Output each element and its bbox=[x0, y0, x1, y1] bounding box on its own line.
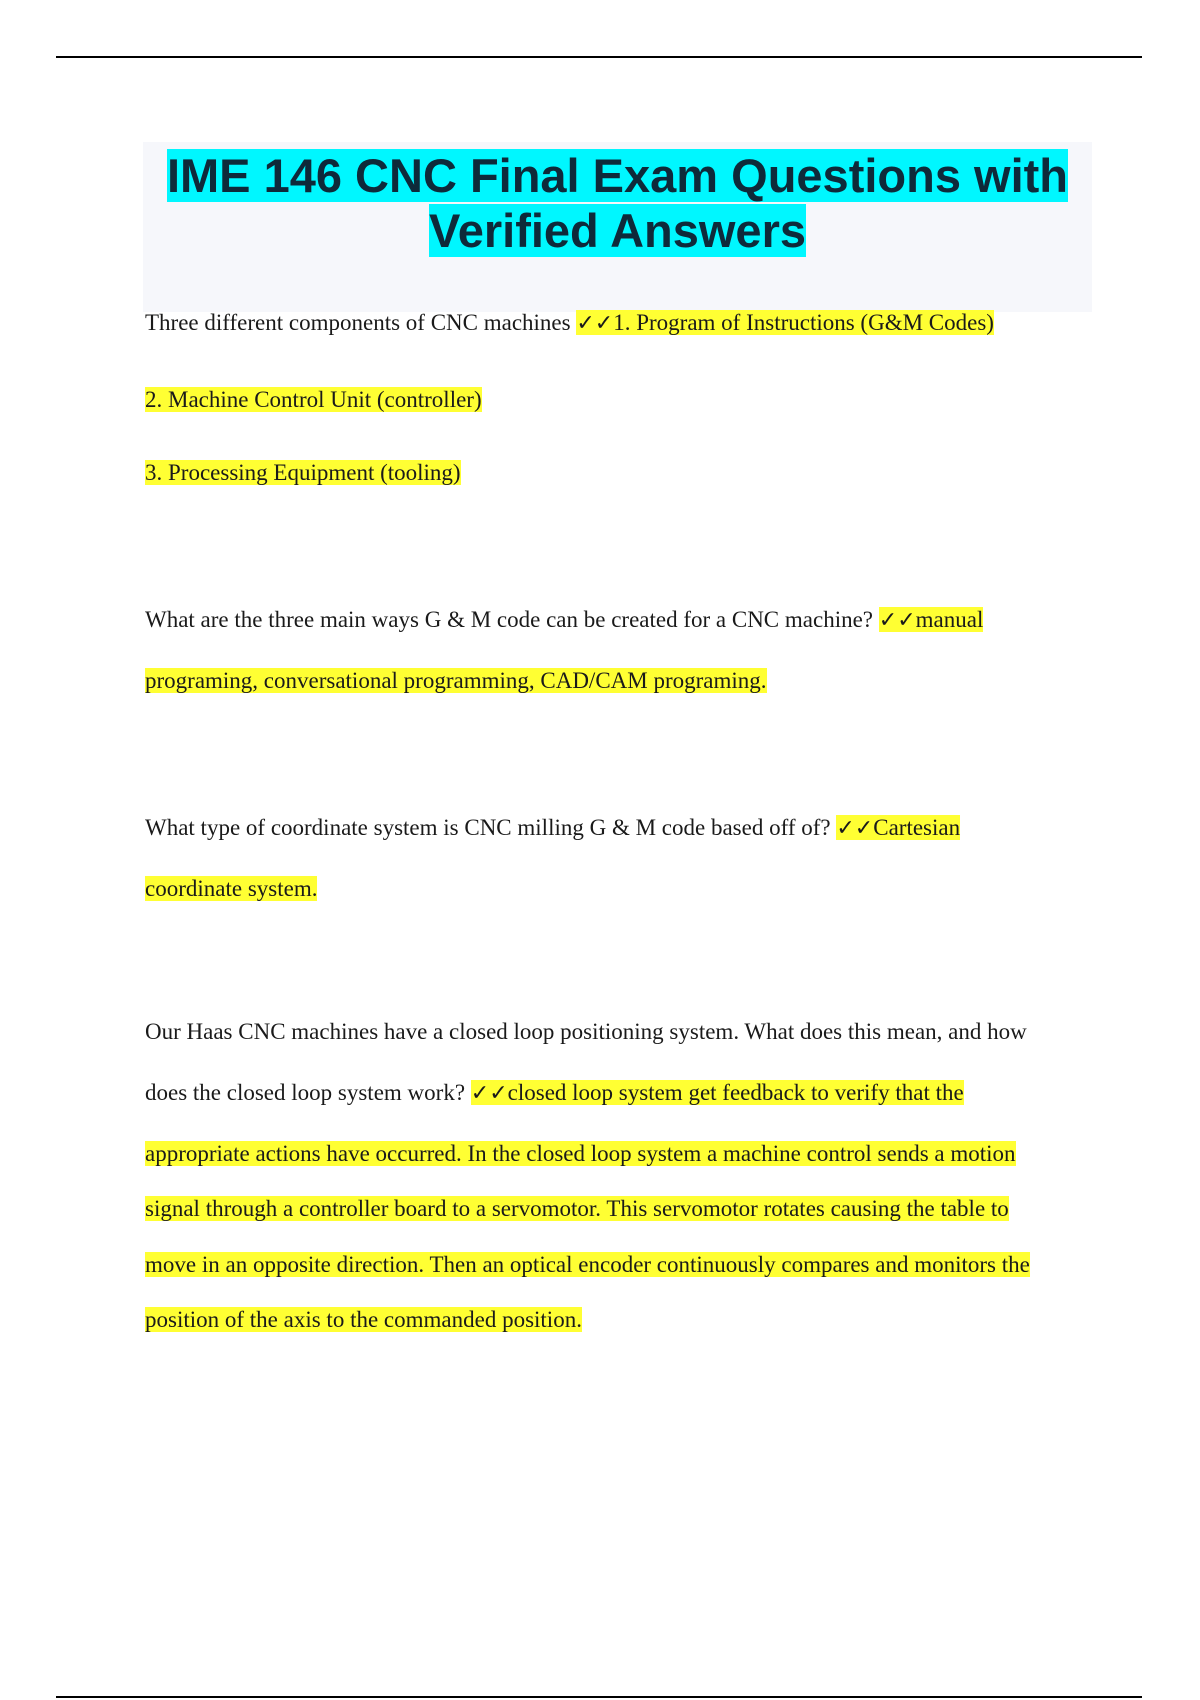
qa-1-line-2 bbox=[145, 385, 482, 415]
qa-4-answer-2: appropriate actions have occurred. In the closed loop system a machine control sends a motion bbox=[145, 1141, 1016, 1166]
qa-1-answer-2: 2. Machine Control Unit (controller) bbox=[145, 387, 482, 412]
page-title bbox=[143, 148, 1092, 258]
qa-1-question: Three different components of CNC machines bbox=[145, 310, 571, 335]
qa-4-question-1: Our Haas CNC machines have a closed loop positioning system. What does this mean, and how bbox=[145, 1019, 1027, 1044]
qa-4-answer-4: move in an opposite direction. Then an optical encoder continuously compares and monitors the bbox=[145, 1252, 1030, 1277]
qa-4-answer-5: position of the axis to the commanded position. bbox=[145, 1307, 582, 1332]
qa-2-line-2 bbox=[145, 666, 767, 696]
qa-1-line-3 bbox=[145, 458, 461, 488]
qa-3-answer-1: Cartesian bbox=[873, 815, 961, 840]
qa-2-answer-1: manual bbox=[915, 607, 984, 632]
qa-3-line-2 bbox=[145, 874, 317, 904]
qa-3-line-1 bbox=[145, 813, 960, 844]
qa-4-line-2 bbox=[145, 1078, 964, 1109]
check-icon: ✓✓ bbox=[576, 311, 614, 336]
qa-4-question-2: does the closed loop system work? bbox=[145, 1080, 466, 1105]
qa-3-answer-2: coordinate system. bbox=[145, 876, 318, 901]
qa-4-line-6 bbox=[145, 1305, 582, 1335]
check-icon: ✓✓ bbox=[470, 1081, 508, 1106]
qa-4-line-3 bbox=[145, 1139, 1016, 1169]
qa-2-answer-2: programing, conversational programming, CAD/CAM programing. bbox=[145, 668, 767, 693]
title-line-2: Verified Answers bbox=[428, 204, 807, 257]
check-icon: ✓✓ bbox=[878, 608, 916, 633]
qa-1-answer-3: 3. Processing Equipment (tooling) bbox=[145, 460, 461, 485]
title-line-1: IME 146 CNC Final Exam Questions with bbox=[166, 149, 1069, 202]
qa-4-answer-3: signal through a controller board to a servomotor. This servomotor rotates causing the table to bbox=[145, 1196, 1009, 1221]
qa-4-answer-1: closed loop system get feedback to verify that the bbox=[507, 1080, 964, 1105]
qa-2-question: What are the three main ways G & M code can be created for a CNC machine? bbox=[145, 607, 874, 632]
qa-4-line-5 bbox=[145, 1250, 1030, 1280]
qa-1-line-1 bbox=[145, 308, 994, 339]
header-rule bbox=[56, 56, 1142, 58]
qa-1-answer-1: 1. Program of Instructions (G&M Codes) bbox=[613, 310, 994, 335]
check-icon: ✓✓ bbox=[836, 816, 874, 841]
qa-4-line-4 bbox=[145, 1194, 1009, 1224]
qa-2-line-1 bbox=[145, 605, 983, 636]
qa-4-line-1 bbox=[145, 1017, 1027, 1047]
qa-3-question: What type of coordinate system is CNC milling G & M code based off of? bbox=[145, 815, 831, 840]
footer-rule bbox=[56, 1696, 1142, 1698]
